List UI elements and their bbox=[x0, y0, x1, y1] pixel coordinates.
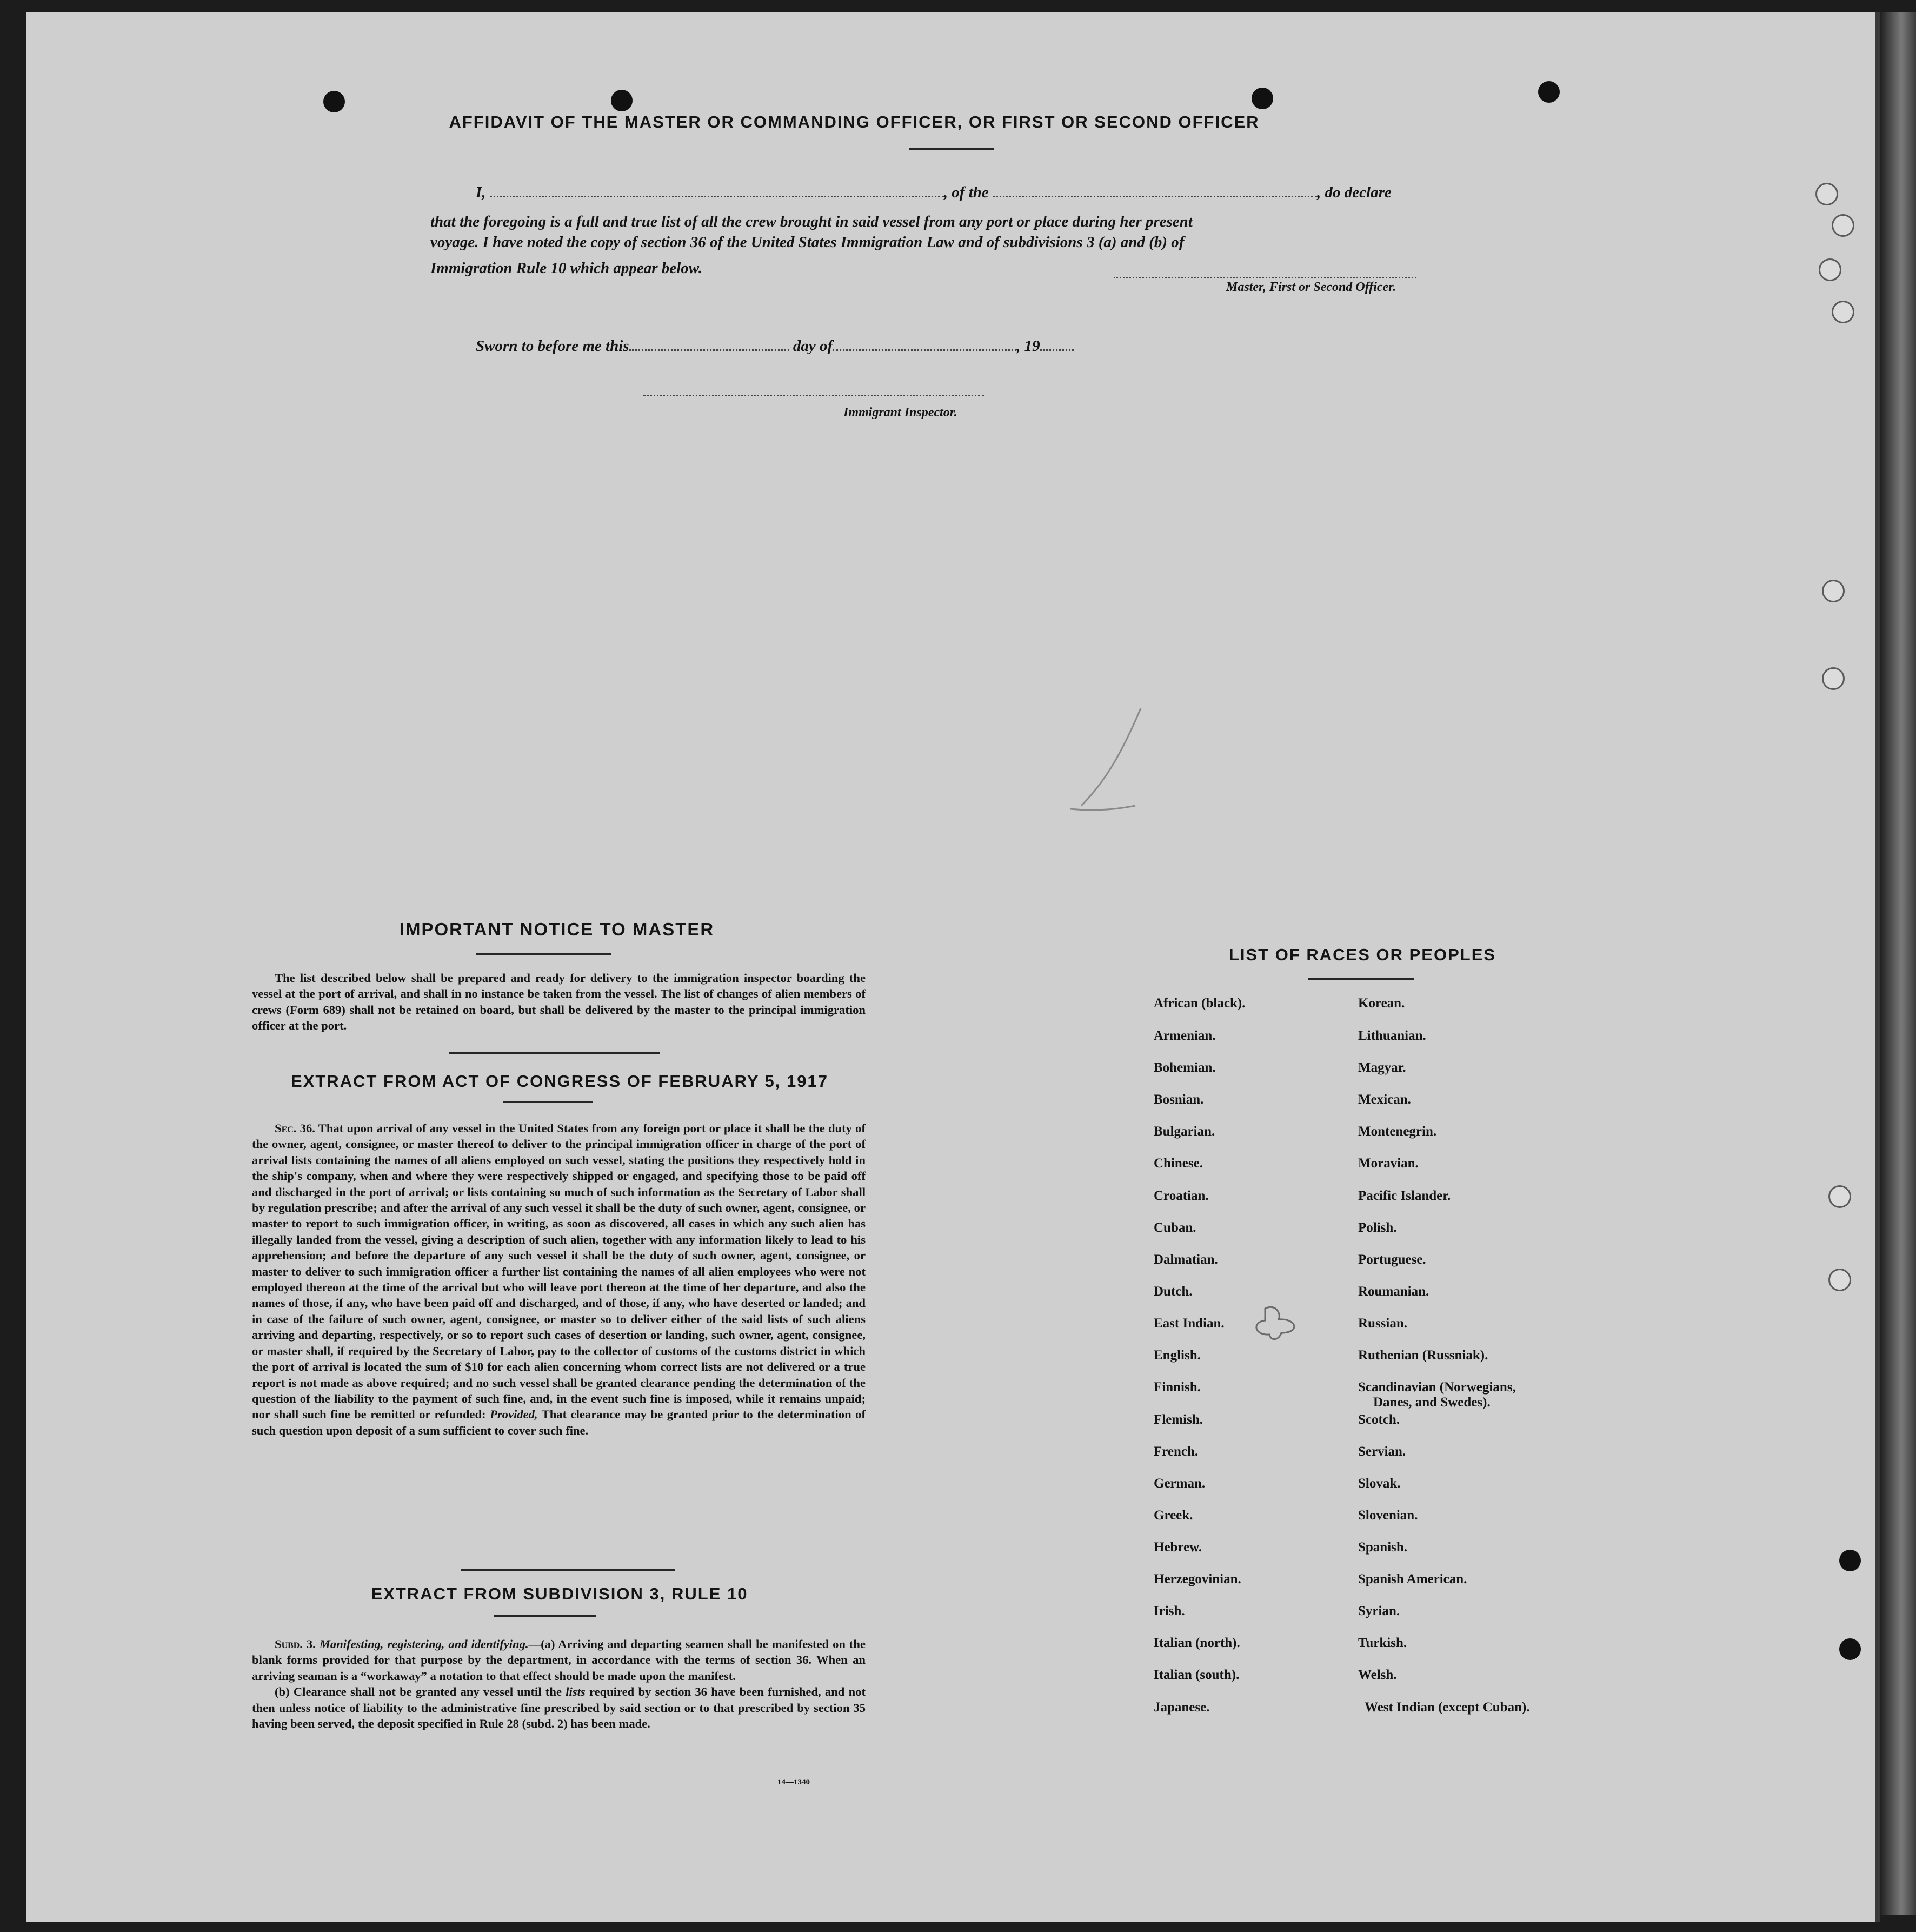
race-item: Finnish. bbox=[1154, 1380, 1201, 1395]
race-item: Montenegrin. bbox=[1358, 1124, 1437, 1139]
punch-hole bbox=[1252, 88, 1273, 109]
race-item: Moravian. bbox=[1358, 1156, 1419, 1171]
punch-hole bbox=[611, 90, 633, 111]
binding-ring bbox=[1828, 1185, 1851, 1208]
race-item: Greek. bbox=[1154, 1508, 1193, 1523]
sworn-day-field[interactable] bbox=[629, 349, 789, 351]
divider bbox=[503, 1101, 593, 1103]
notice-text: The list described below shall be prepared and ready for delivery to the immigration inspector boarding the vessel at the port of arrival, and shall in no instance be taken from the vessel. The list of changes of alien members of crews (Form 689) shall not be retained on board, but shall be delivered by the master to the principal immigration officer at the port. bbox=[252, 971, 866, 1033]
divider bbox=[494, 1615, 596, 1617]
sworn-label: Sworn to before me this bbox=[476, 337, 629, 355]
affidavit-line3: voyage. I have noted the copy of section 36 of the United States Immigration Law and of subdivisions 3 (a) and (b) of bbox=[430, 234, 1185, 251]
section-label: Sec. 36. bbox=[275, 1121, 315, 1135]
name-field[interactable] bbox=[490, 196, 944, 197]
affidavit-line4: Immigration Rule 10 which appear below. bbox=[430, 260, 703, 277]
notice-title: IMPORTANT NOTICE TO MASTER bbox=[399, 919, 715, 939]
race-item: Cuban. bbox=[1154, 1220, 1196, 1235]
divider bbox=[909, 148, 994, 150]
section-body: That upon arrival of any vessel in the United States from any foreign port or place it shall be the duty of the owner, agent, consignee, or master thereof to deliver to the principal immigration officer in charge of the port of arrival lists containing the names of all aliens employed on such vessel, stating the positions they respectively hold in the ship's company, when and where they were respectively shipped or engaged, and specifying those to be paid off and discharged in the port of arrival; or lists containing so much of such information as the Secretary of Labor shall by regulation prescribe; and after the arrival of any such vessel it shall be the duty of such owner, agent, consignee, or master to report to such immigration officer, in writing, as soon as discovered, all cases in which any such alien has illegally landed from the vessel, giving a description of such alien, together with any information likely to lead to his apprehension; and before the departure of any such vessel it shall be the duty of such owner, agent, consignee, or master to deliver to such immigration officer a further list containing the names of all alien employees who were not employed thereon at the time of the arrival but who will leave port thereon at the time of her departure, and also the names of those, if any, who have been paid off and discharged, and of those, if any, who have deserted or landed; and in case of the failure of such owner, agent, consignee, or master so to deliver either of the said lists of such aliens arriving and departing, respectively, or so to report such cases of desertion or landing, such owner, agent, consignee, or master shall, if required by the Secretary of Labor, pay to the collector of customs of the customs district in which the port of arrival is located the sum of $10 for each alien concerning whom correct lists are not delivered or a true report is not made as above required; and no such vessel shall be granted clearance pending the determination of the question of the liability to the payment of such fine, and, in the event such fine is imposed, while it remains unpaid; nor shall such fine be remitted or refunded: bbox=[252, 1121, 866, 1422]
vessel-field[interactable] bbox=[993, 196, 1317, 197]
race-item: Russian. bbox=[1358, 1316, 1408, 1331]
race-item: Chinese. bbox=[1154, 1156, 1203, 1171]
race-item: Armenian. bbox=[1154, 1028, 1216, 1043]
binding-ring bbox=[1832, 214, 1854, 237]
provided-label: Provided, bbox=[490, 1407, 538, 1422]
lists-word: lists bbox=[566, 1685, 586, 1699]
section-body-end: That clearance may be granted prior to the determination of such question upon deposit of a sum sufficient to cover such fine. bbox=[252, 1407, 866, 1437]
subd-a-text: —(a) Arriving and departing seamen shall be manifested on the blank forms provided for that purpose by the department, in accordance with the terms of section 36. When an arriving seaman is a “workaway” a notation to that effect should be made upon the manifest. bbox=[252, 1637, 866, 1683]
race-item: Polish. bbox=[1358, 1220, 1397, 1235]
subd-title: Manifesting, registering, and identifying. bbox=[319, 1637, 529, 1651]
ink-blot-mark bbox=[1249, 1303, 1303, 1346]
of-the-label: , of the bbox=[943, 184, 989, 201]
race-item: English. bbox=[1154, 1348, 1201, 1363]
punch-hole bbox=[1839, 1638, 1861, 1660]
subd-b-text: required by section 36 have been furnished, and not then unless notice of liability to the administrative fine prescribed by said section or to that prescribed by section 35 having been served, the deposit specified in Rule 28 (subd. 2) has been made. bbox=[252, 1685, 866, 1731]
page-edge-shadow bbox=[1879, 12, 1916, 1915]
race-item: Pacific Islander. bbox=[1358, 1189, 1451, 1203]
race-item: Servian. bbox=[1358, 1444, 1406, 1459]
race-item: Roumanian. bbox=[1358, 1284, 1429, 1299]
race-item: Magyar. bbox=[1358, 1060, 1406, 1075]
binding-ring bbox=[1822, 667, 1845, 690]
master-label: Master, First or Second Officer. bbox=[1226, 280, 1396, 294]
inspector-signature-field[interactable] bbox=[643, 384, 984, 396]
race-item: German. bbox=[1154, 1476, 1206, 1491]
binding-ring bbox=[1828, 1269, 1851, 1291]
binding-ring bbox=[1822, 580, 1845, 602]
i-label: I, bbox=[476, 184, 486, 201]
pen-mark bbox=[1060, 703, 1146, 822]
race-item: Croatian. bbox=[1154, 1189, 1209, 1203]
form-number: 14—1340 bbox=[777, 1778, 810, 1787]
race-item: Hebrew. bbox=[1154, 1540, 1202, 1555]
binding-ring bbox=[1832, 301, 1854, 323]
affidavit-line2: that the foregoing is a full and true list of all the crew brought in said vessel from any port or place during her present bbox=[430, 213, 1193, 230]
race-item: Dalmatian. bbox=[1154, 1252, 1218, 1267]
year-label: , 19 bbox=[1016, 337, 1040, 355]
race-item: Italian (south). bbox=[1154, 1668, 1240, 1682]
races-title: LIST OF RACES OR PEOPLES bbox=[1228, 945, 1496, 964]
race-item: Japanese. bbox=[1154, 1700, 1210, 1715]
divider bbox=[449, 1052, 660, 1054]
race-item: Spanish. bbox=[1358, 1540, 1408, 1555]
race-item: East Indian. bbox=[1154, 1316, 1225, 1331]
extract-act-title: EXTRACT FROM ACT OF CONGRESS OF FEBRUARY 5, 1917 bbox=[291, 1072, 828, 1091]
race-item: Welsh. bbox=[1358, 1668, 1397, 1682]
divider bbox=[476, 953, 611, 955]
extract-rule-title: EXTRACT FROM SUBDIVISION 3, RULE 10 bbox=[371, 1584, 748, 1603]
sworn-year-field[interactable] bbox=[1040, 349, 1074, 351]
race-item: Slovak. bbox=[1358, 1476, 1401, 1491]
race-item: Irish. bbox=[1154, 1604, 1185, 1618]
sworn-line bbox=[476, 337, 1074, 355]
race-item: Dutch. bbox=[1154, 1284, 1193, 1299]
race-item: Korean. bbox=[1358, 996, 1405, 1011]
race-item: Slovenian. bbox=[1358, 1508, 1418, 1523]
binding-ring bbox=[1815, 183, 1838, 205]
affidavit-line1 bbox=[476, 184, 1392, 202]
punch-hole bbox=[1839, 1550, 1861, 1571]
race-item: Bulgarian. bbox=[1154, 1124, 1215, 1139]
race-item: Spanish American. bbox=[1358, 1572, 1467, 1586]
do-declare-label: , do declare bbox=[1317, 184, 1392, 201]
race-item: Lithuanian. bbox=[1358, 1028, 1426, 1043]
race-item: Scandinavian (Norwegians, bbox=[1358, 1380, 1516, 1395]
race-item: Portuguese. bbox=[1358, 1252, 1426, 1267]
sworn-month-field[interactable] bbox=[833, 349, 1016, 351]
race-item: Mexican. bbox=[1358, 1092, 1411, 1107]
master-signature-field[interactable] bbox=[1114, 266, 1416, 278]
subd-label: Subd. 3. bbox=[275, 1637, 316, 1651]
section-36-text bbox=[252, 1120, 866, 1438]
race-item: Syrian. bbox=[1358, 1604, 1400, 1618]
day-of-label: day of bbox=[793, 337, 833, 355]
divider bbox=[1308, 978, 1414, 980]
rule-10-text bbox=[252, 1636, 866, 1731]
race-item: Scotch. bbox=[1358, 1412, 1400, 1427]
race-item: Herzegovinian. bbox=[1154, 1572, 1241, 1586]
affidavit-title: AFFIDAVIT OF THE MASTER OR COMMANDING OFFICER, OR FIRST OR SECOND OFFICER bbox=[449, 112, 1260, 131]
race-item-scandinavian-continued: Danes, and Swedes). bbox=[1373, 1395, 1491, 1410]
race-item: Ruthenian (Russniak). bbox=[1358, 1348, 1488, 1363]
race-item: Bohemian. bbox=[1154, 1060, 1216, 1075]
divider bbox=[461, 1569, 675, 1571]
punch-hole bbox=[323, 91, 345, 112]
race-item: French. bbox=[1154, 1444, 1199, 1459]
race-item: Italian (north). bbox=[1154, 1636, 1240, 1650]
race-item: Bosnian. bbox=[1154, 1092, 1204, 1107]
inspector-label: Immigrant Inspector. bbox=[843, 406, 957, 420]
punch-hole bbox=[1538, 81, 1560, 103]
race-item: Turkish. bbox=[1358, 1636, 1407, 1650]
form-page bbox=[26, 12, 1880, 1922]
race-item: African (black). bbox=[1154, 996, 1246, 1011]
race-item: West Indian (except Cuban). bbox=[1365, 1700, 1530, 1715]
binding-ring bbox=[1819, 258, 1841, 281]
subd-b-pre: (b) Clearance shall not be granted any vessel until the bbox=[275, 1685, 562, 1699]
race-item: Flemish. bbox=[1154, 1412, 1203, 1427]
